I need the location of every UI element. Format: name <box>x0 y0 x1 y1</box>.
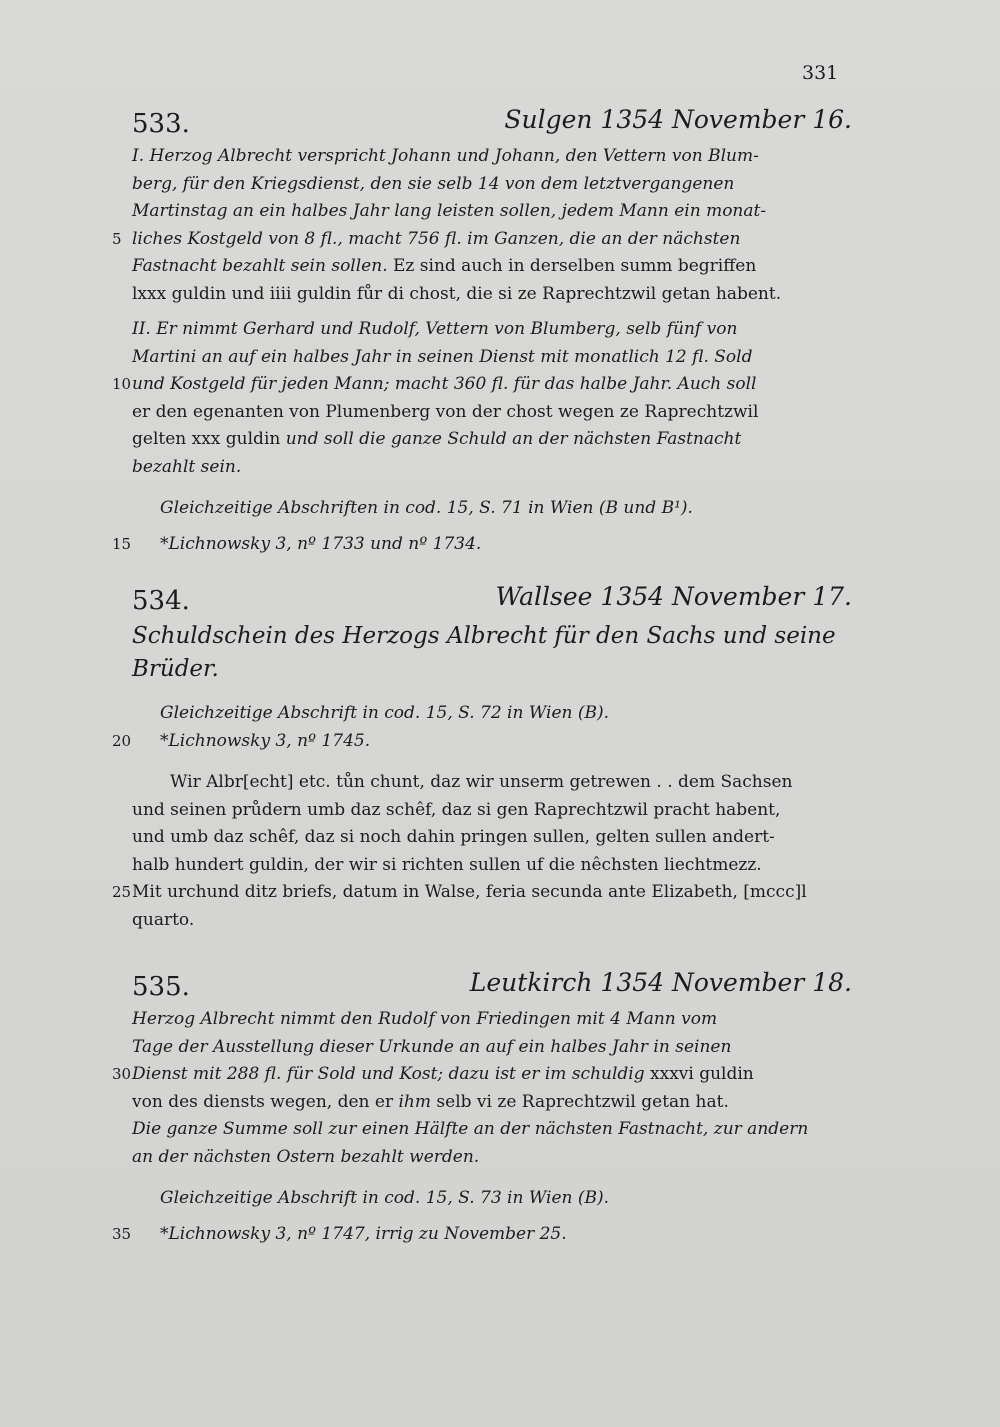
regest-text: und Kostgeld für jeden Mann; macht 360 fl. für das halbe Jahr. Auch soll <box>132 374 757 394</box>
regest-text: Dienst mit 288 fl. für Sold und Kost; dazu ist er im schuldig <box>132 1064 645 1084</box>
line-number: 25 <box>112 883 132 901</box>
quoted-text: selb vi ze Raprechtzwil getan hat. <box>436 1091 729 1112</box>
regest-text: ihm <box>398 1091 431 1112</box>
page-number: 331 <box>802 62 839 84</box>
regest-text: Fastnacht bezahlt sein sollen. <box>132 256 388 276</box>
line-number: 10 <box>112 375 132 393</box>
source-note: Gleichzeitige Abschrift in cod. 15, S. 72 in Wien (B). <box>160 703 610 723</box>
entry-533 <box>112 105 852 558</box>
literature-text: *Lichnowsky 3, nº 1747, irrig zu November 25. <box>160 1223 567 1244</box>
document-text-line: quarto. <box>132 909 195 930</box>
entry-535 <box>112 968 852 1248</box>
document-text-line: und seinen průdern umb daz schêf, daz si gen Raprechtzwil pracht habent, <box>132 799 781 820</box>
regest-line: Herzog Albrecht nimmt den Rudolf von Friedingen mit 4 Mann vom <box>132 1009 718 1029</box>
entry-number: 534. <box>132 586 190 616</box>
entry-number: 533. <box>132 109 190 139</box>
entry-header <box>132 582 852 620</box>
regest-text: liches Kostgeld von 8 fl., macht 756 fl. im Ganzen, die an der nächsten <box>132 228 741 249</box>
quoted-line: lxxx guldin und iiii guldin fůr di chost, die si ze Raprechtzwil getan habent. <box>132 283 782 304</box>
entry-header <box>132 105 852 143</box>
quoted-text: xxxvi guldin <box>650 1064 754 1084</box>
regest-title: Schuldschein des Herzogs Albrecht für den Sachs und seine <box>132 623 836 649</box>
quoted-line: er den egenanten von Plumenberg von der chost wegen ze Raprechtzwil <box>132 401 759 422</box>
regest-line: II. Er nimmt Gerhard und Rudolf, Vettern von Blumberg, selb fünf von <box>132 319 738 339</box>
regest-line: Tage der Ausstellung dieser Urkunde an auf ein halbes Jahr in seinen <box>132 1036 732 1057</box>
entry-number: 535. <box>132 972 190 1002</box>
line-number: 15 <box>112 534 132 553</box>
source-note: Gleichzeitige Abschriften in cod. 15, S. 71 in Wien (B und B¹). <box>160 498 693 518</box>
regest-line: Martinstag an ein halbes Jahr lang leisten sollen, jedem Mann ein monat- <box>132 201 767 221</box>
regest-line <box>112 1061 852 1089</box>
line-number: 30 <box>112 1065 132 1083</box>
regest-line <box>132 253 852 281</box>
document-text-line: Wir Albr[echt] etc. tůn chunt, daz wir unserm getrewen . . dem Sachsen <box>170 772 793 792</box>
regest-line <box>132 426 852 454</box>
regest-line <box>112 226 852 254</box>
entry-534 <box>112 582 852 934</box>
literature-text: *Lichnowsky 3, nº 1745. <box>160 730 371 751</box>
literature-note <box>112 728 852 756</box>
regest-line: bezahlt sein. <box>132 456 242 477</box>
literature-text: *Lichnowsky 3, nº 1733 und nº 1734. <box>160 533 482 554</box>
entry-place-date: Leutkirch 1354 November 18. <box>469 968 852 997</box>
entry-header <box>132 968 852 1006</box>
literature-note <box>112 1221 852 1249</box>
regest-line: Martini an auf ein halbes Jahr in seinen Dienst mit monatlich 12 fl. Sold <box>132 346 753 367</box>
document-text-line <box>112 879 852 907</box>
line-number: 5 <box>112 229 122 248</box>
entry-place-date: Wallsee 1354 November 17. <box>495 582 852 611</box>
literature-note <box>112 531 852 559</box>
regest-line: berg, für den Kriegsdienst, den sie selb 14 von dem letztvergangenen <box>132 173 735 194</box>
regest-line <box>132 1089 852 1117</box>
regest-title: Brüder. <box>132 656 219 682</box>
entry-place-date: Sulgen 1354 November 16. <box>504 105 852 134</box>
source-note: Gleichzeitige Abschrift in cod. 15, S. 73 in Wien (B). <box>160 1188 610 1208</box>
regest-line <box>112 371 852 399</box>
quoted-text: von des diensts wegen, den er <box>132 1091 394 1112</box>
regest-line: I. Herzog Albrecht verspricht Johann und Johann, den Vettern von Blum- <box>132 146 759 166</box>
document-text-line: und umb daz schêf, daz si noch dahin pringen sullen, gelten sullen andert- <box>132 827 775 847</box>
regest-line: Die ganze Summe soll zur einen Hälfte an der nächsten Fastnacht, zur andern <box>132 1119 809 1139</box>
line-number: 35 <box>112 1224 132 1243</box>
regest-text: und soll die ganze Schuld an der nächsten Fastnacht <box>285 429 742 449</box>
quoted-text: Ez sind auch in derselben summ begriffen <box>393 256 757 276</box>
quoted-text: gelten xxx guldin <box>132 429 281 449</box>
line-number: 20 <box>112 731 132 750</box>
document-text: Mit urchund ditz briefs, datum in Walse, feria secunda ante Elizabeth, [mccc]l <box>132 882 807 902</box>
document-text-line: halb hundert guldin, der wir si richten sullen uf die nêchsten liechtmezz. <box>132 854 762 875</box>
regest-line: an der nächsten Ostern bezahlt werden. <box>132 1146 480 1167</box>
